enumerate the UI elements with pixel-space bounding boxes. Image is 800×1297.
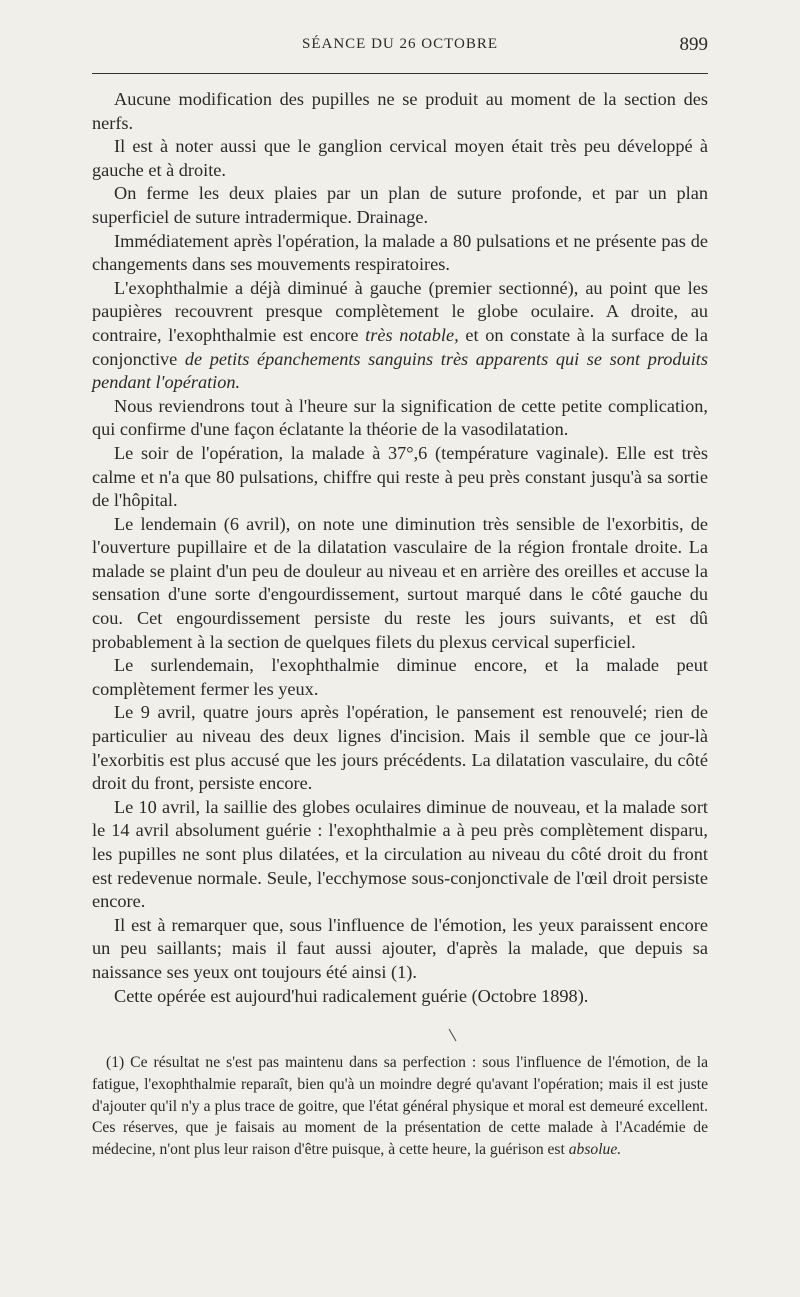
footnote-text: (1) Ce résultat ne s'est pas maintenu dans sa perfection : sous l'influence de l'émotion, de la fatigue, l'exophthalmie reparaît, bien qu'à un moindre degré qu'avant l'opération; mais il est juste d'ajouter qu'il n'y a plus trace de goitre, que l'état général physique et moral est demeuré excellent. Ces réserves, que je faisais au moment de la présentation de cette malade à l'Académie de médecine, n'ont plus leur raison d'être puisque, à cette heure, la guérison est	[92, 1054, 708, 1159]
footnote-paragraph	[92, 1052, 708, 1161]
header-title: SÉANCE DU 26 OCTOBRE	[302, 36, 498, 52]
paragraph-text: et on constate à la surface de la conjonctive	[92, 324, 708, 369]
paragraph: Le 10 avril, la saillie des globes oculaires diminue de nouveau, et la malade sort le 14 avril absolument guérie : l'exophthalmie a à peu près complètement disparu, les pupilles ne sont plus dilatées, et la circulation au niveau du côté droit du front est redevenue normale. Seule, l'ecchymose sous-conjonctivale de l'œil droit persiste encore.	[92, 796, 708, 912]
emphasis-text: très notable,	[365, 324, 459, 345]
paragraph: Nous reviendrons tout à l'heure sur la signification de cette petite complication, qui confirme d'une façon éclatante la théorie de la vasodilatation.	[92, 395, 708, 440]
paragraph: Le 9 avril, quatre jours après l'opération, le pansement est renouvelé; rien de particulier au niveau des deux lignes d'incision. Mais il semble que ce jour-là l'exorbitis est plus accusé que les jours précédents. La dilatation vasculaire, du côté droit du front, persiste encore.	[92, 702, 708, 794]
paragraph: Aucune modification des pupilles ne se produit au moment de la section des nerfs.	[92, 89, 708, 133]
paragraph: Il est à noter aussi que le ganglion cervical moyen était très peu développé à gauche et à droite.	[92, 136, 708, 180]
paragraph: Immédiatement après l'opération, la malade a 80 pulsations et ne présente pas de changements dans ses mouvements respiratoires.	[92, 230, 708, 275]
paragraph: On ferme les deux plaies par un plan de suture profonde, et par un plan superficiel de suture intradermique. Drainage.	[92, 183, 708, 227]
paragraph: Il est à remarquer que, sous l'influence de l'émotion, les yeux paraissent encore un peu saillants; mais il faut aussi ajouter, d'après la malade, que depuis sa naissance ses yeux ont toujours été ainsi (1).	[92, 914, 708, 982]
page-number: 899	[679, 34, 708, 55]
emphasis-text: de petits épanchements sanguins très apparents qui se sont produits pendant l'opération.	[92, 348, 708, 393]
paragraph	[92, 277, 708, 395]
paragraph: Le lendemain (6 avril), on note une diminution très sensible de l'exorbitis, de l'ouverture pupillaire et de la dilatation vasculaire de la région frontale droite. La malade se plaint d'un peu de douleur au niveau et en arrière des oreilles et accuse la sensation d'une sorte d'engourdissement, surtout marqué dans le côté gauche du cou. Cet engourdissement persiste du reste les jours suivants, et est dû probablement à la section de quelques filets du plexus cervical superficiel.	[92, 513, 708, 652]
header-rule	[92, 73, 708, 74]
paragraph: Cette opérée est aujourd'hui radicalement guérie (Octobre 1898).	[114, 985, 589, 1006]
paragraph-text: L'exophthalmie a déjà diminué à gauche (premier sectionné), au point que les paupières recouvrent presque complètement le globe oculaire. A droite, au contraire, l'exophthalmie est encore	[92, 277, 708, 345]
main-text	[92, 88, 708, 1008]
running-header	[92, 36, 708, 62]
footnote	[92, 1052, 708, 1161]
ink-mark	[449, 1029, 457, 1042]
emphasis-text: absolue.	[568, 1141, 622, 1159]
paragraph: Le soir de l'opération, la malade à 37°,6 (température vaginale). Elle est très calme et n'a que 80 pulsations, chiffre qui reste à peu près constant jusqu'à sa sortie de l'hôpital.	[92, 442, 708, 511]
paragraph: Le surlendemain, l'exophthalmie diminue encore, et la malade peut complètement fermer les yeux.	[92, 655, 708, 699]
